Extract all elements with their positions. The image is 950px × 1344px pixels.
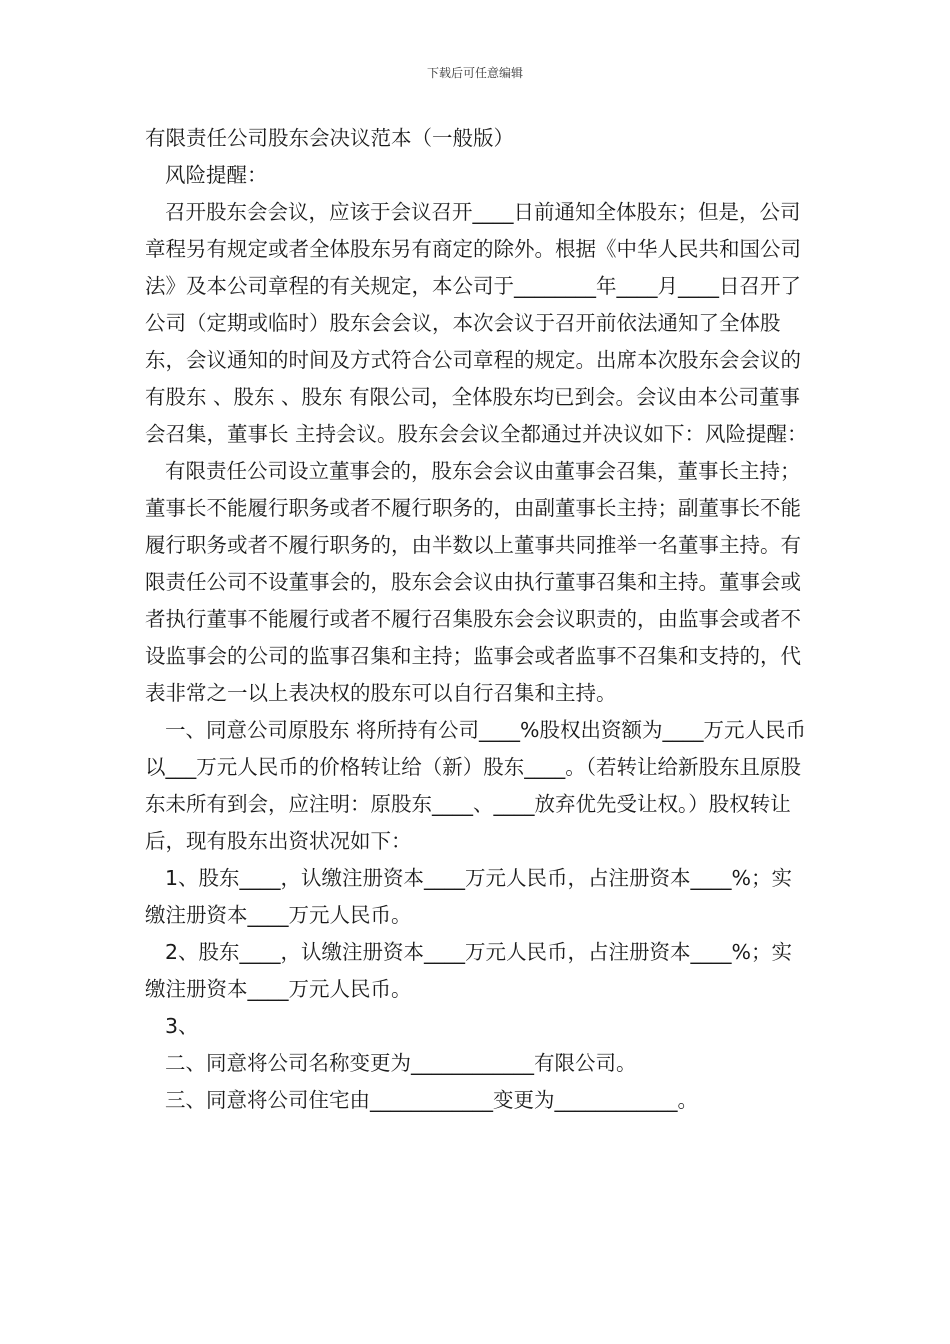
item-name-change: 二、同意将公司名称变更为____________有限公司。	[165, 1051, 637, 1075]
document-body	[145, 120, 810, 1119]
document-title: 有限责任公司股东会决议范本（一般版）	[145, 126, 514, 150]
sub-item-shareholder-2: 2、股东____，认缴注册资本____万元人民币，占注册资本____%；实缴注册资本____万元人民币。	[145, 940, 793, 1001]
sub-item-shareholder-1: 1、股东____，认缴注册资本____万元人民币，占注册资本____%；实缴注册资本____万元人民币。	[145, 866, 793, 927]
sub-item-shareholder-3: 3、	[165, 1014, 199, 1038]
paragraph-risk-detail: 有限责任公司设立董事会的，股东会会议由董事会召集，董事长主持；董事长不能履行职务或者不履行职务的，由副董事长主持；副董事长不能履行职务或者不履行职务的，由半数以上董事共同推举一名董事主持。有限责任公司不设董事会的，股东会会议由执行董事召集和主持。董事会或者执行董事不能履行或者不履行召集股东会会议职责的，由监事会或者不设监事会的公司的监事召集和主持；监事会或者监事不召集和支持的，代表非常之一以上表决权的股东可以自行召集和主持。	[145, 459, 801, 705]
item-address-change: 三、同意将公司住宅由____________变更为____________。	[165, 1088, 698, 1112]
item-equity-transfer: 一、同意公司原股东 将所持有公司____%股权出资额为____万元人民币以___万元人民币的价格转让给（新）股东____。（若转让给新股东且原股东未所有到会，应注明：原股东____、____放弃优先受让权。）股权转让后，现有股东出资状况如下：	[145, 718, 806, 853]
paragraph-meeting-notice: 召开股东会会议，应该于会议召开____日前通知全体股东；但是，公司章程另有规定或者全体股东另有商定的除外。根据《中华人民共和国公司法》及本公司章程的有关规定，本公司于________年____月____日召开了公司（定期或临时）股东会会议，本次会议于召开前依法通知了全体股东，会议通知的时间及方式符合公司章程的规定。出席本次股东会会议的有股东 、股东 、股东 有限公司，全体股东均已到会。会议由本公司董事会召集，董事长 主持会议。股东会会议全都通过并决议如下：风险提醒：	[145, 200, 808, 446]
header-note: 下载后可任意编辑	[426, 66, 523, 80]
risk-heading: 风险提醒：	[165, 163, 268, 187]
